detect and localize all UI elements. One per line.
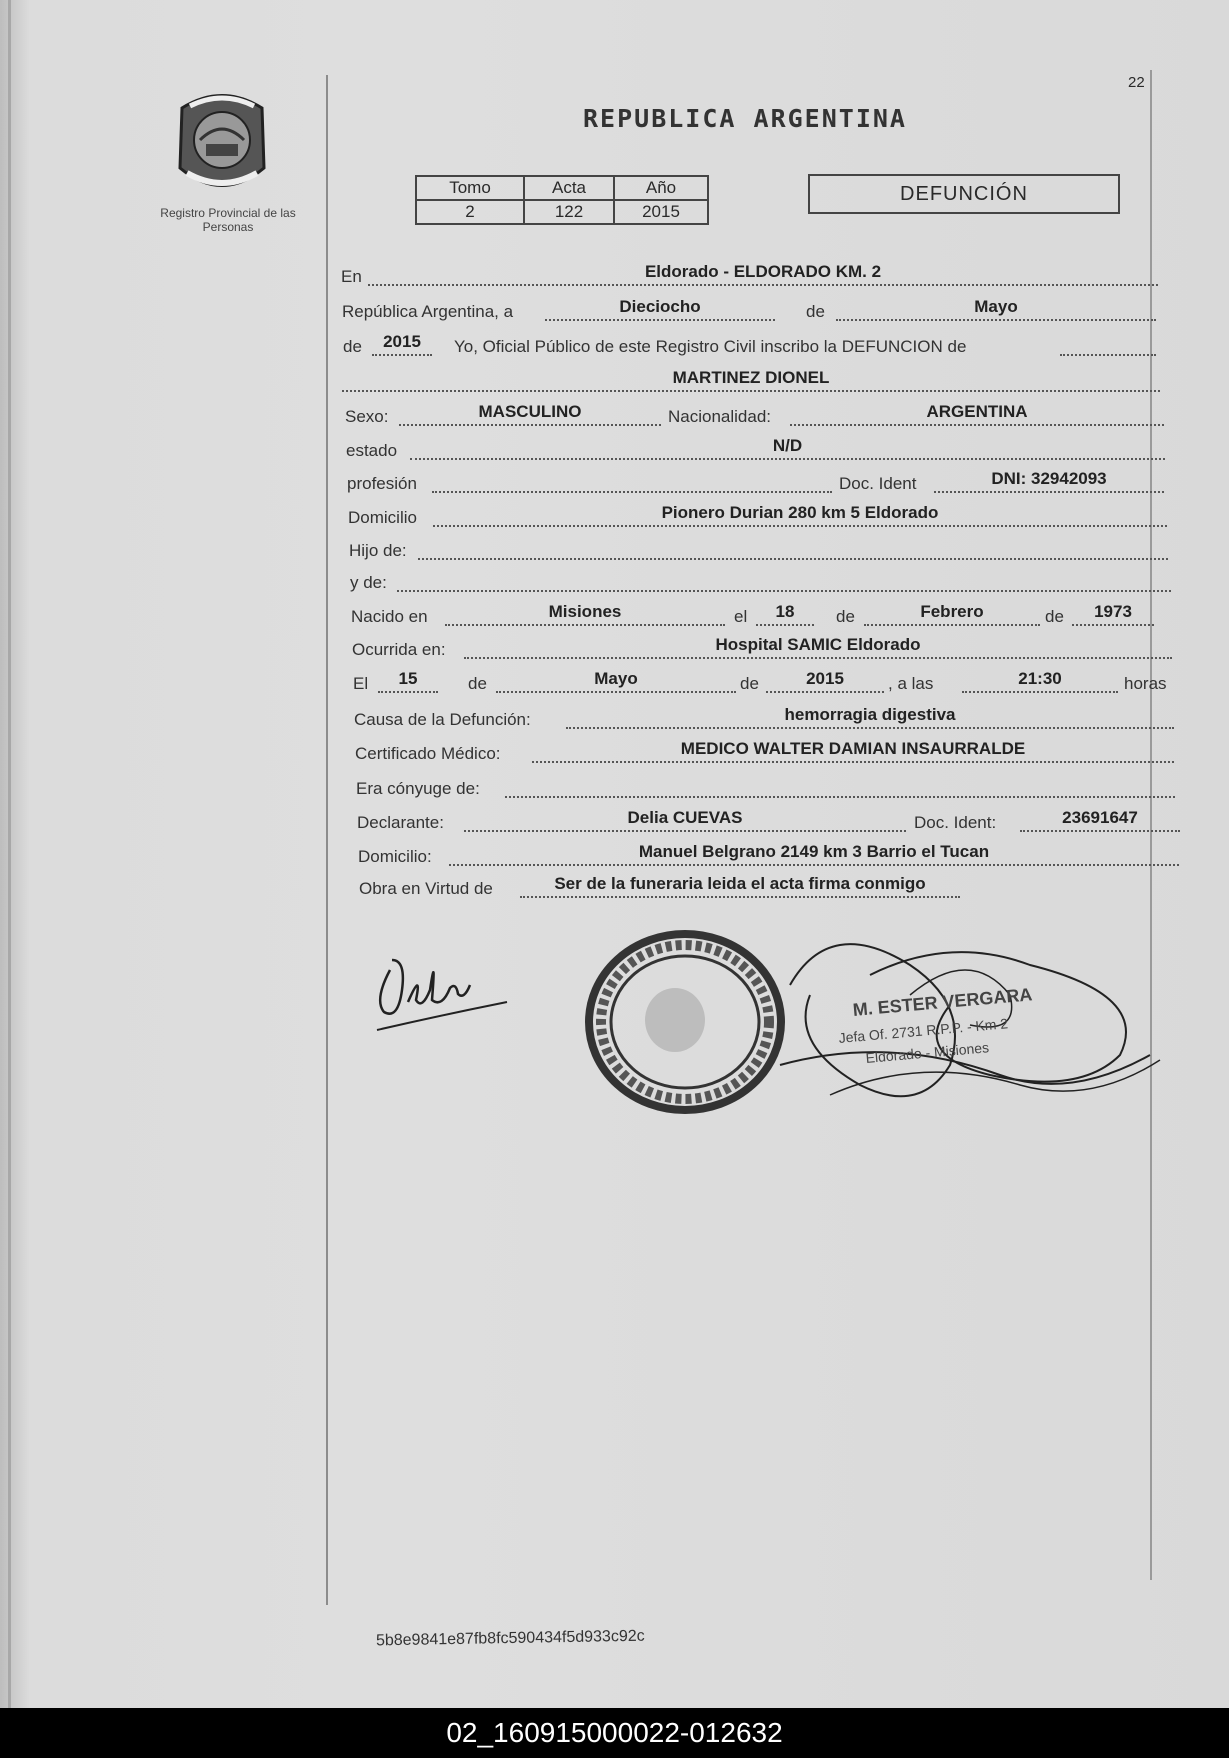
label-de: de [836, 607, 855, 626]
field-lugar: Eldorado - ELDORADO KM. 2 [368, 262, 1158, 286]
row-fecha [341, 295, 1161, 325]
field-hijo-de [418, 536, 1168, 560]
field-sexo: MASCULINO [399, 402, 661, 426]
left-margin-rule [326, 75, 328, 1605]
field-domicilio: Pionero Durian 280 km 5 Eldorado [433, 503, 1167, 527]
row-obra [358, 872, 1183, 902]
field-decl-doc: 23691647 [1020, 808, 1180, 832]
row-nombre [342, 366, 1162, 396]
row-estado [345, 434, 1167, 464]
label-domicilio: Domicilio: [358, 847, 432, 866]
row-fecha-defuncion [352, 667, 1177, 697]
label-sexo: Sexo: [345, 407, 389, 426]
provincia-de-misiones-seal-icon [172, 88, 272, 198]
field-conyuge [505, 774, 1175, 798]
row-causa [353, 703, 1175, 733]
label-doc-ident: Doc. Ident: [914, 813, 997, 832]
field-blank [1060, 332, 1156, 356]
label-ocurrida: Ocurrida en: [352, 640, 446, 659]
value-acta: 122 [524, 200, 614, 224]
field-declarante: Delia CUEVAS [464, 808, 906, 832]
stamp-officer-title: Jefa Of. 2731 R.P.P. - Km 2 [838, 1015, 1009, 1046]
stamp-officer-name: M. ESTER VERGARA [852, 984, 1034, 1020]
field-profesion [432, 469, 832, 493]
field-ocurrida: Hospital SAMIC Eldorado [464, 635, 1172, 659]
label-republica: República Argentina, a [342, 302, 514, 321]
row-declarante [356, 806, 1181, 836]
field-decl-domicilio: Manuel Belgrano 2149 km 3 Barrio el Tucan [449, 842, 1179, 866]
label-de: de [468, 674, 487, 693]
declarant-signature-icon [372, 930, 522, 1040]
field-y-de [397, 568, 1171, 592]
label-y-de: y de: [350, 573, 387, 592]
label-causa: Causa de la Defunción: [354, 710, 531, 729]
row-nacido [350, 600, 1172, 630]
row-certificado [354, 737, 1176, 767]
page-number: 22 [1128, 74, 1145, 91]
row-domicilio-declarante [357, 840, 1182, 870]
field-estado: N/D [410, 436, 1165, 460]
field-nacido-mes: Febrero [864, 602, 1040, 626]
row-domicilio [347, 501, 1169, 531]
label-nacido-en: Nacido en [351, 607, 428, 626]
label-domicilio: Domicilio [348, 508, 417, 527]
field-mes: Mayo [836, 297, 1156, 321]
header-tomo: Tomo [416, 176, 524, 200]
row-ocurrida [351, 633, 1173, 663]
field-def-anio: 2015 [766, 669, 884, 693]
row-anio [342, 330, 1162, 360]
label-declarante: Declarante: [357, 813, 444, 832]
label-doc-ident: Doc. Ident [839, 474, 917, 493]
field-nacido-lugar: Misiones [445, 602, 725, 626]
label-profesion: profesión [347, 474, 417, 493]
label-el: El [353, 674, 369, 693]
document-hash: 5b8e9841e87fb8fc590434f5d933c92c [375, 1627, 645, 1650]
row-en [340, 260, 1160, 290]
scan-footer-id: 02_160915000022-012632 [0, 1708, 1229, 1758]
tomo-acta-ano-table [415, 175, 709, 225]
field-nombre: MARTINEZ DIONEL [342, 368, 1160, 392]
book-binding-edge [8, 0, 11, 1708]
field-nacido-anio: 1973 [1072, 602, 1154, 626]
label-nacionalidad: Nacionalidad: [668, 407, 772, 426]
label-a-las: , a las [888, 674, 934, 693]
label-hijo-de: Hijo de: [349, 541, 407, 560]
field-def-mes: Mayo [496, 669, 736, 693]
label-obra: Obra en Virtud de [359, 879, 493, 898]
label-conyuge: Era cónyuge de: [356, 779, 480, 798]
label-estado: estado [346, 441, 398, 460]
value-ano: 2015 [614, 200, 708, 224]
row-hijo-de [348, 534, 1170, 564]
field-doc: DNI: 32942093 [934, 469, 1164, 493]
document-title: REPUBLICA ARGENTINA [583, 104, 907, 133]
field-def-hora: 21:30 [962, 669, 1118, 693]
value-tomo: 2 [416, 200, 524, 224]
table-header-row [416, 176, 708, 200]
field-obra: Ser de la funeraria leida el acta firma conmigo [520, 874, 960, 898]
table-value-row [416, 200, 708, 224]
label-de: de [343, 337, 362, 356]
label-en: En [341, 267, 362, 286]
header-ano: Año [614, 176, 708, 200]
registro-provincial-label: Registro Provincial de las Personas [160, 206, 296, 234]
field-causa: hemorragia digestiva [566, 705, 1174, 729]
field-anio: 2015 [372, 332, 432, 356]
record-type-box: DEFUNCIÓN [808, 174, 1120, 214]
row-conyuge [355, 772, 1177, 802]
field-dia: Dieciocho [545, 297, 775, 321]
field-certificado: MEDICO WALTER DAMIAN INSAURRALDE [532, 739, 1174, 763]
label-yo-oficial: Yo, Oficial Público de este Registro Civil inscribo la DEFUNCION de [454, 337, 967, 356]
label-de: de [1045, 607, 1064, 626]
row-y-de [349, 566, 1171, 596]
label-de: de [740, 674, 759, 693]
field-def-dia: 15 [378, 669, 438, 693]
row-sexo [344, 400, 1166, 430]
label-certificado: Certificado Médico: [355, 744, 501, 763]
official-round-stamp-icon [575, 920, 795, 1125]
field-nacionalidad: ARGENTINA [790, 402, 1164, 426]
label-horas: horas [1124, 674, 1167, 693]
header-acta: Acta [524, 176, 614, 200]
label-de: de [806, 302, 825, 321]
field-nacido-dia: 18 [756, 602, 814, 626]
stamp-officer-location: Eldorado - Misiones [865, 1039, 990, 1066]
label-el: el [734, 607, 748, 626]
row-profesion [346, 467, 1168, 497]
